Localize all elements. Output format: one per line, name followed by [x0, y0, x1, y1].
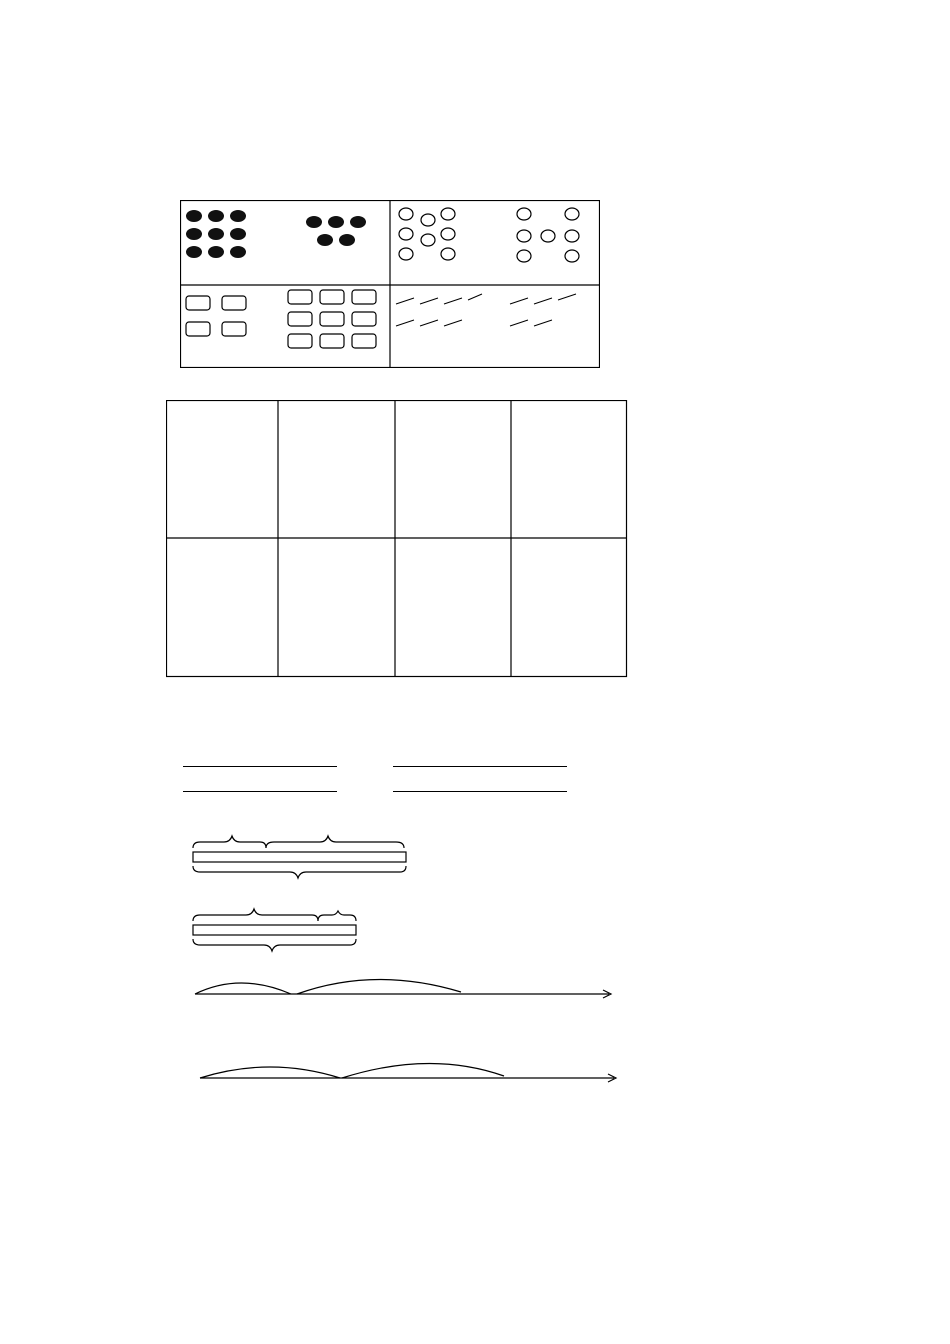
- answer-line[interactable]: [183, 766, 337, 767]
- number-pool: [184, 726, 377, 745]
- answer-line[interactable]: [393, 766, 567, 767]
- number-line-1: [185, 968, 615, 1020]
- jump-arc: [200, 1067, 340, 1078]
- egg-icon: [399, 208, 579, 262]
- decompose-grid: [166, 400, 628, 678]
- jump-arc: [342, 1063, 504, 1078]
- cake-icon: [186, 290, 376, 348]
- section-1-grid: [180, 200, 600, 368]
- bar-diagram-1: [190, 822, 420, 897]
- bar-diagram-2: [190, 895, 370, 970]
- answer-line[interactable]: [183, 791, 337, 792]
- fork-icon: [396, 294, 576, 326]
- jump-arc: [297, 979, 461, 994]
- jump-arc: [195, 983, 291, 994]
- picture-grid: [180, 200, 600, 368]
- pineapple-icon: [186, 210, 366, 258]
- answer-line[interactable]: [393, 791, 567, 792]
- number-line-2: [190, 1052, 620, 1104]
